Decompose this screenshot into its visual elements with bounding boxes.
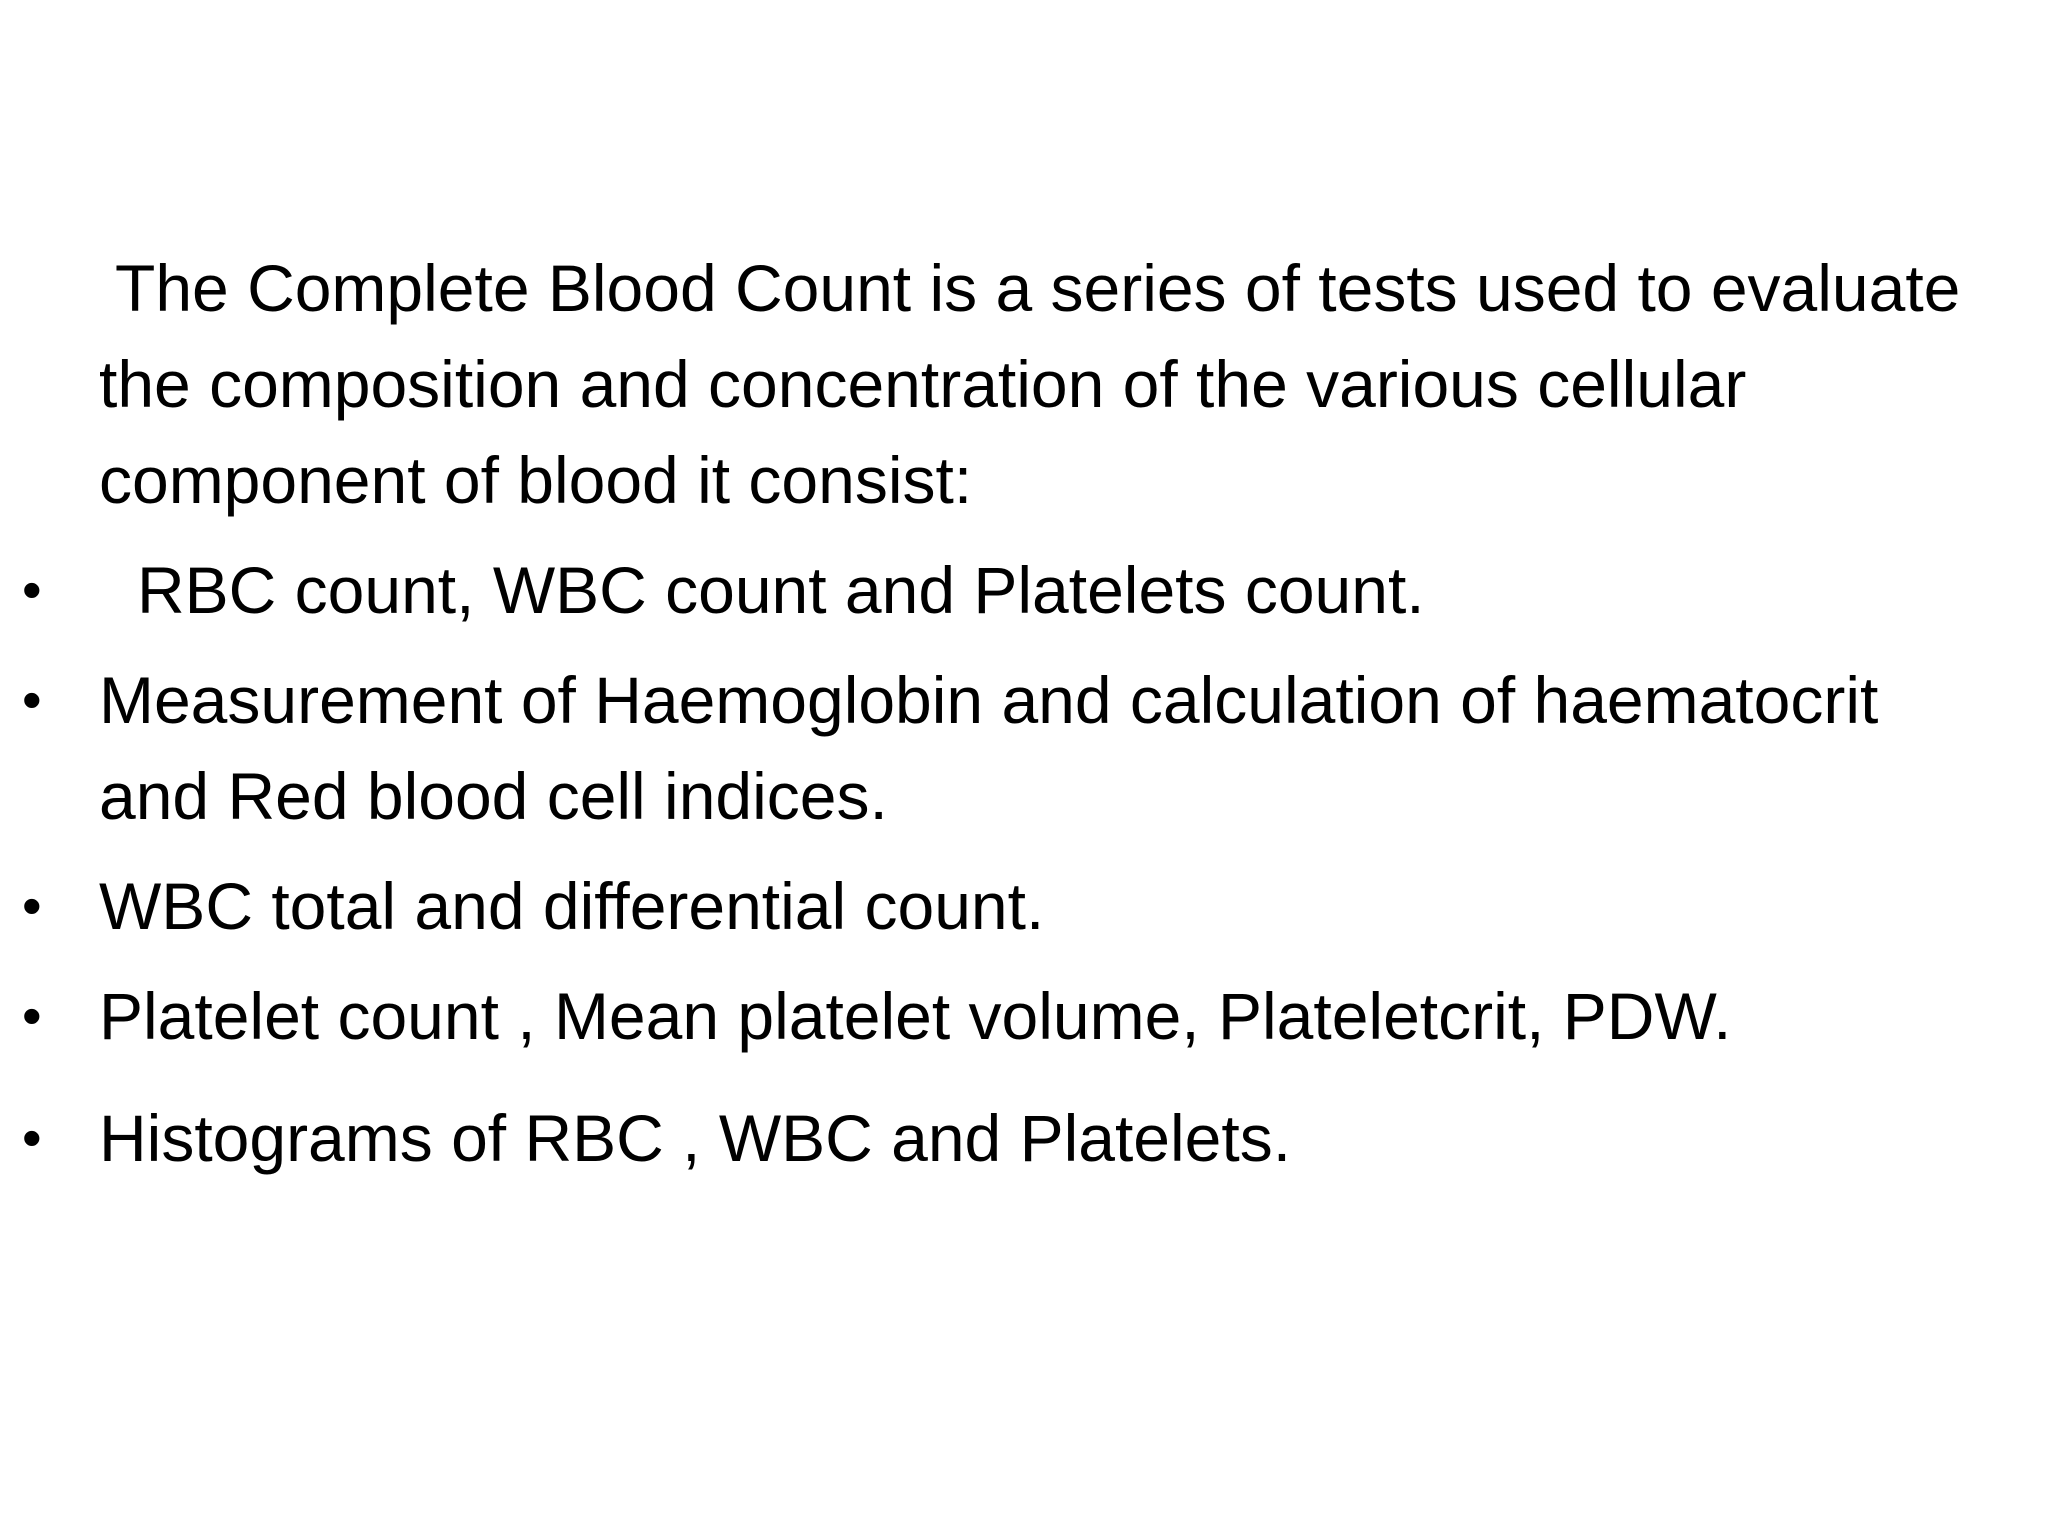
list-item [0, 1090, 1999, 1186]
list-item-text: Measurement of Haemoglobin and calculation of haematocrit and Red blood cell indices. [99, 663, 1879, 833]
list-item [0, 968, 1999, 1064]
bullet-list [0, 542, 2048, 1186]
list-item [0, 542, 1999, 638]
bullet-icon: • [22, 874, 42, 937]
intro-paragraph: The Complete Blood Count is a series of tests used to evaluate the composition and concentration of the various cellular component of blood it consist: [99, 251, 1961, 517]
list-item-text: WBC total and differential count. [99, 869, 1045, 943]
list-item [0, 652, 1999, 844]
list-item-text: Platelet count , Mean platelet volume, Plateletcrit, PDW. [99, 979, 1732, 1053]
list-item-text: RBC count, WBC count and Platelets count. [137, 553, 1425, 627]
bullet-icon: • [22, 1106, 42, 1169]
list-item-text: Histograms of RBC , WBC and Platelets. [99, 1101, 1292, 1175]
list-item [0, 858, 1999, 954]
slide-content [0, 240, 2048, 1186]
bullet-icon: • [22, 668, 42, 731]
bullet-icon: • [22, 558, 42, 621]
bullet-icon: • [22, 984, 42, 1047]
